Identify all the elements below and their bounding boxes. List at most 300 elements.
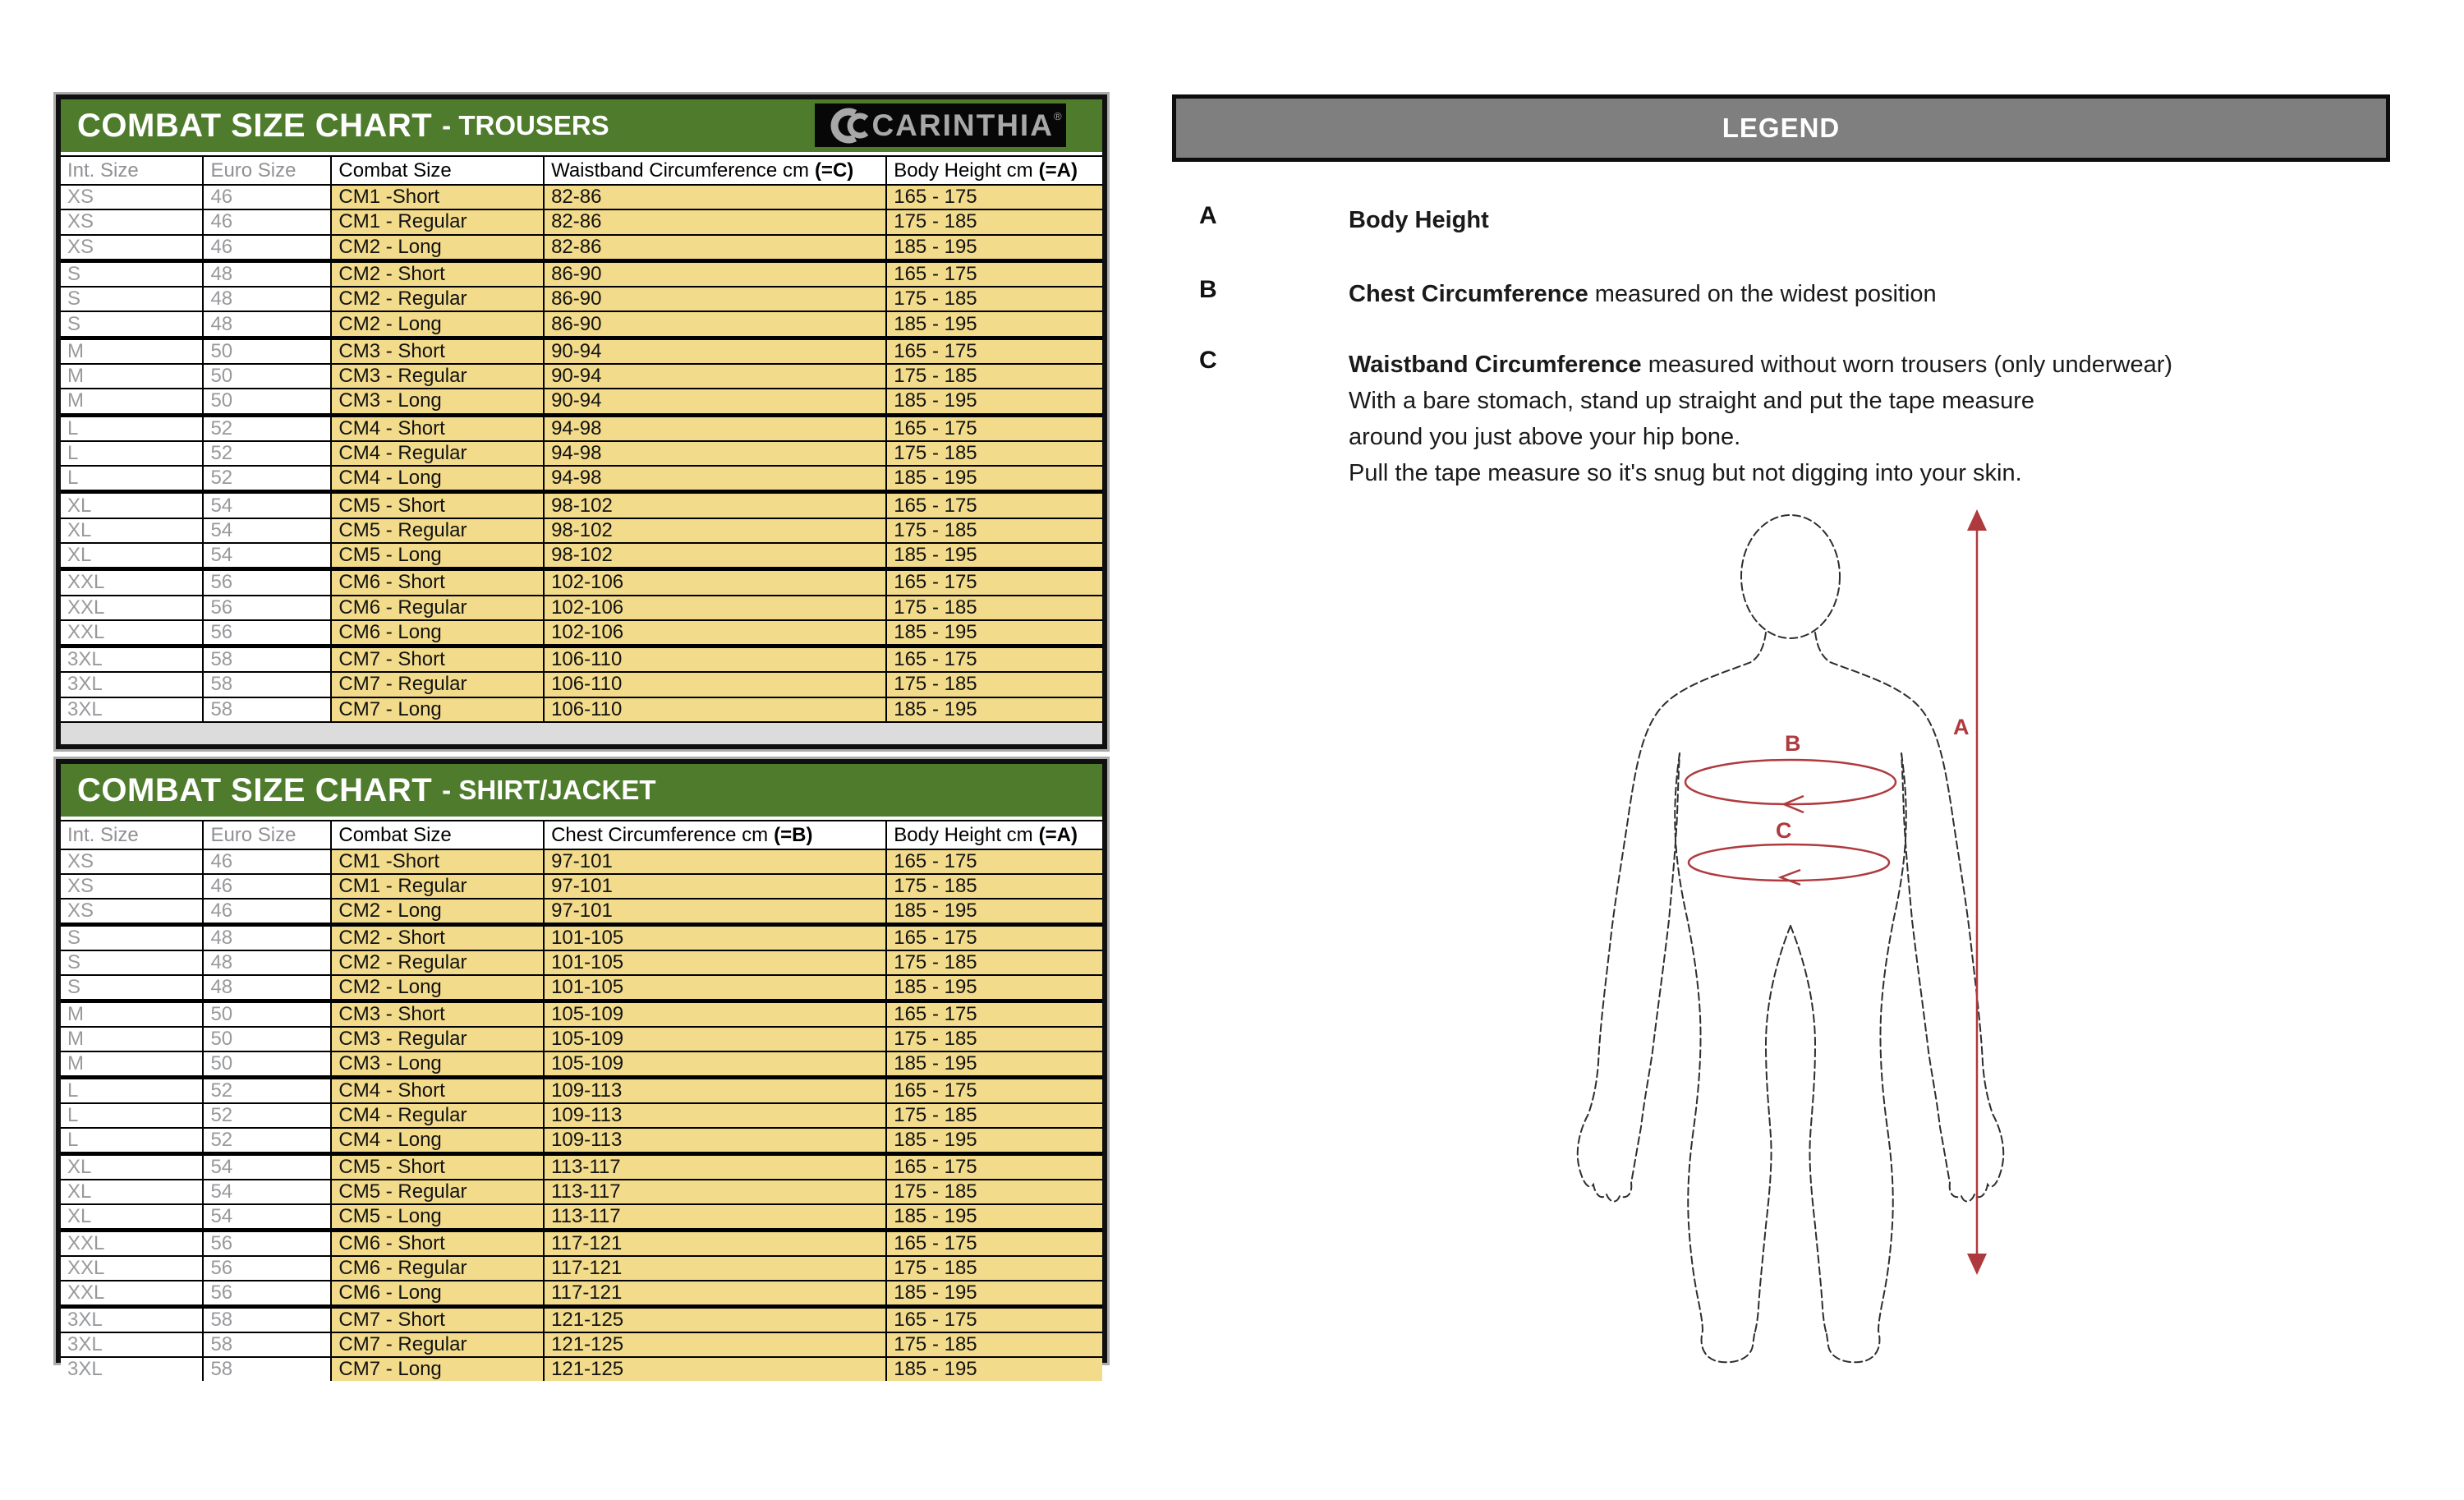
table-row: [61, 1102, 1102, 1127]
legend-term: Body Height: [1349, 207, 1489, 233]
column-header: [61, 157, 202, 184]
registered-mark-icon: ®: [1053, 110, 1062, 122]
table-cell: XS: [61, 900, 202, 923]
table-cell: L: [61, 467, 202, 490]
figure-left-inner-leg: [1754, 926, 1791, 1334]
table-cell: L: [61, 1104, 202, 1127]
table-cell: 94-98: [543, 467, 885, 490]
table-row: [61, 1356, 1102, 1381]
legend-title: LEGEND: [1722, 113, 1841, 143]
table-row: [61, 567, 1102, 594]
table-cell: 175 - 185: [885, 673, 1102, 696]
table-row: [61, 1026, 1102, 1051]
height-arrow-up-icon: [1967, 509, 1987, 531]
table-row: [61, 873, 1102, 898]
table-cell: 48: [202, 951, 330, 974]
legend-line: Pull the tape measure so it's snug but not digging into your skin.: [1349, 460, 2022, 486]
column-header: [543, 821, 885, 849]
table-cell: 54: [202, 1205, 330, 1228]
column-header: [330, 157, 543, 184]
table-cell: 165 - 175: [885, 1232, 1102, 1255]
figure-b-label: B: [1785, 731, 1801, 756]
table-row: [61, 518, 1102, 542]
column-header: [885, 157, 1102, 184]
legend-text-b: [1349, 276, 1937, 312]
table-cell: CM2 - Short: [330, 263, 543, 286]
table-cell: 109-113: [543, 1129, 885, 1152]
table-row: [61, 542, 1102, 567]
table-cell: 117-121: [543, 1257, 885, 1280]
table-cell: 52: [202, 1079, 330, 1102]
table-cell: 105-109: [543, 1052, 885, 1075]
table-cell: 175 - 185: [885, 1180, 1102, 1203]
table-cell: 165 - 175: [885, 571, 1102, 594]
waist-arrow-icon: [1781, 870, 1800, 885]
table-row: [61, 1255, 1102, 1280]
table-row: [61, 974, 1102, 999]
table-cell: 109-113: [543, 1079, 885, 1102]
table-cell: XL: [61, 1180, 202, 1203]
table-cell: 86-90: [543, 312, 885, 335]
table-cell: CM2 - Short: [330, 927, 543, 950]
table-cell: CM5 - Long: [330, 1205, 543, 1228]
table-cell: CM7 - Long: [330, 698, 543, 721]
table-cell: 165 - 175: [885, 494, 1102, 517]
table-row: [61, 671, 1102, 696]
table-cell: 90-94: [543, 365, 885, 388]
table-cell: 165 - 175: [885, 1156, 1102, 1179]
table-cell: S: [61, 951, 202, 974]
table-cell: 185 - 195: [885, 1129, 1102, 1152]
legend-line: [1349, 276, 1937, 312]
table-cell: XL: [61, 544, 202, 567]
table-cell: CM6 - Regular: [330, 596, 543, 619]
table-cell: 52: [202, 1104, 330, 1127]
table-cell: 54: [202, 519, 330, 542]
table-cell: 58: [202, 673, 330, 696]
table-row: [61, 440, 1102, 465]
table-cell: 46: [202, 875, 330, 898]
table-row: [61, 388, 1102, 412]
table-cell: CM5 - Short: [330, 494, 543, 517]
column-header-label: Body Height cm: [894, 823, 1033, 846]
table-cell: CM7 - Regular: [330, 673, 543, 696]
table-cell: CM1 -Short: [330, 850, 543, 873]
table-cell: 46: [202, 186, 330, 209]
table-row: [61, 209, 1102, 233]
trousers-subtitle: - TROUSERS: [442, 110, 609, 140]
table-row: [61, 490, 1102, 517]
table-cell: S: [61, 288, 202, 311]
table-cell: M: [61, 1003, 202, 1026]
table-cell: 185 - 195: [885, 1052, 1102, 1075]
table-row: [61, 184, 1102, 209]
table-cell: 185 - 195: [885, 621, 1102, 644]
table-cell: 102-106: [543, 571, 885, 594]
table-cell: 101-105: [543, 976, 885, 999]
table-cell: XS: [61, 186, 202, 209]
trousers-grid: [61, 155, 1102, 744]
shirt-grid: [61, 820, 1102, 1381]
table-cell: CM5 - Regular: [330, 519, 543, 542]
table-cell: 165 - 175: [885, 417, 1102, 440]
legend-key-b: B: [1199, 276, 1217, 303]
table-row: [61, 619, 1102, 644]
column-header-suffix: (=B): [774, 823, 813, 846]
table-row: [61, 999, 1102, 1026]
carinthia-logo-text: CARINTHIA: [871, 108, 1054, 142]
legend-key-c: C: [1199, 347, 1217, 374]
table-cell: M: [61, 389, 202, 412]
table-cell: 82-86: [543, 236, 885, 259]
table-cell: 46: [202, 210, 330, 233]
table-cell: CM1 - Regular: [330, 210, 543, 233]
table-cell: 102-106: [543, 621, 885, 644]
column-header-label: Chest Circumference cm: [551, 823, 769, 846]
table-cell: 185 - 195: [885, 544, 1102, 567]
table-row: [61, 1228, 1102, 1255]
table-cell: 185 - 195: [885, 467, 1102, 490]
table-row: [61, 1203, 1102, 1228]
size-table-shirt-jacket: [56, 759, 1107, 1380]
table-cell: 98-102: [543, 494, 885, 517]
table-cell: 52: [202, 417, 330, 440]
table-cell: 54: [202, 1180, 330, 1203]
table-cell: 175 - 185: [885, 1104, 1102, 1127]
table-cell: 175 - 185: [885, 1028, 1102, 1051]
trousers-header-bar: [61, 99, 1102, 152]
table-cell: 3XL: [61, 698, 202, 721]
table-cell: 48: [202, 927, 330, 950]
carinthia-logo: [815, 104, 1066, 147]
table-cell: CM2 - Regular: [330, 951, 543, 974]
table-cell: CM3 - Short: [330, 1003, 543, 1026]
column-header: [543, 157, 885, 184]
legend-line: [1349, 202, 1489, 238]
table-cell: S: [61, 263, 202, 286]
table-cell: 106-110: [543, 648, 885, 671]
table-cell: 46: [202, 900, 330, 923]
table-cell: 58: [202, 698, 330, 721]
table-cell: 102-106: [543, 596, 885, 619]
table-cell: XS: [61, 850, 202, 873]
table-cell: 101-105: [543, 951, 885, 974]
table-cell: CM1 -Short: [330, 186, 543, 209]
table-cell: S: [61, 976, 202, 999]
carinthia-double-c-icon: [819, 108, 871, 144]
table-cell: 101-105: [543, 927, 885, 950]
table-cell: XS: [61, 875, 202, 898]
table-cell: CM3 - Long: [330, 389, 543, 412]
table-row: [61, 259, 1102, 286]
table-cell: L: [61, 442, 202, 465]
table-cell: 52: [202, 442, 330, 465]
table-cell: 165 - 175: [885, 648, 1102, 671]
table-cell: 113-117: [543, 1205, 885, 1228]
shirt-subtitle: - SHIRT/JACKET: [442, 775, 656, 805]
table-cell: 52: [202, 467, 330, 490]
table-cell: XS: [61, 210, 202, 233]
table-cell: CM6 - Short: [330, 1232, 543, 1255]
table-cell: CM7 - Short: [330, 648, 543, 671]
figure-right-inner-leg: [1791, 926, 1827, 1334]
table-cell: 90-94: [543, 389, 885, 412]
table-cell: S: [61, 927, 202, 950]
table-cell: CM2 - Regular: [330, 288, 543, 311]
column-header-label: Euro Size: [210, 159, 297, 182]
table-cell: XXL: [61, 596, 202, 619]
table-row: [61, 849, 1102, 873]
figure-left-torso-leg: [1675, 753, 1754, 1362]
legend-line: [1349, 347, 2172, 383]
table-cell: 50: [202, 1003, 330, 1026]
table-cell: 58: [202, 1309, 330, 1332]
table-cell: 121-125: [543, 1309, 885, 1332]
table-cell: CM2 - Long: [330, 312, 543, 335]
table-cell: 185 - 195: [885, 900, 1102, 923]
table-cell: 86-90: [543, 288, 885, 311]
column-header-suffix: (=A): [1038, 823, 1078, 846]
table-cell: 48: [202, 312, 330, 335]
table-cell: 105-109: [543, 1028, 885, 1051]
shirt-title: COMBAT SIZE CHART: [77, 771, 433, 808]
table-cell: 94-98: [543, 417, 885, 440]
table-cell: CM2 - Long: [330, 236, 543, 259]
table-cell: 50: [202, 1028, 330, 1051]
table-cell: 90-94: [543, 340, 885, 363]
table-cell: 109-113: [543, 1104, 885, 1127]
table-cell: XXL: [61, 621, 202, 644]
table-row: [61, 595, 1102, 619]
table-cell: CM5 - Long: [330, 544, 543, 567]
table-cell: XL: [61, 1205, 202, 1228]
table-cell: 175 - 185: [885, 210, 1102, 233]
legend-line: around you just above your hip bone.: [1349, 424, 1741, 450]
table-cell: 3XL: [61, 1333, 202, 1356]
legend-description: measured on the widest position: [1588, 281, 1937, 307]
table-cell: CM4 - Short: [330, 1079, 543, 1102]
table-cell: XS: [61, 236, 202, 259]
table-cell: 175 - 185: [885, 288, 1102, 311]
table-row: [61, 1075, 1102, 1102]
table-cell: 105-109: [543, 1003, 885, 1026]
table-cell: M: [61, 340, 202, 363]
table-cell: CM2 - Long: [330, 976, 543, 999]
table-cell: 86-90: [543, 263, 885, 286]
table-row: [61, 234, 1102, 259]
table-cell: 106-110: [543, 698, 885, 721]
table-row: [61, 413, 1102, 440]
table-cell: 82-86: [543, 210, 885, 233]
table-cell: M: [61, 1028, 202, 1051]
table-cell: 106-110: [543, 673, 885, 696]
table-cell: 175 - 185: [885, 1257, 1102, 1280]
table-cell: L: [61, 1079, 202, 1102]
table-row: [61, 1127, 1102, 1152]
table-cell: CM6 - Long: [330, 1281, 543, 1304]
table-row: [61, 644, 1102, 671]
table-row: [61, 697, 1102, 721]
legend-term: Chest Circumference: [1349, 281, 1588, 307]
table-cell: 165 - 175: [885, 263, 1102, 286]
table-cell: 165 - 175: [885, 927, 1102, 950]
table-cell: CM3 - Regular: [330, 365, 543, 388]
table-cell: 46: [202, 236, 330, 259]
table-cell: CM4 - Regular: [330, 442, 543, 465]
table-cell: 113-117: [543, 1156, 885, 1179]
table-cell: CM7 - Long: [330, 1358, 543, 1381]
table-cell: L: [61, 1129, 202, 1152]
figure-left-arm: [1578, 633, 1766, 1202]
table-cell: XL: [61, 1156, 202, 1179]
table-row: [61, 1152, 1102, 1179]
table-cell: 121-125: [543, 1358, 885, 1381]
table-cell: 3XL: [61, 1358, 202, 1381]
table-cell: 121-125: [543, 1333, 885, 1356]
figure-a-label: A: [1953, 715, 1970, 739]
column-header-row: [61, 155, 1102, 184]
table-cell: 50: [202, 340, 330, 363]
table-cell: 98-102: [543, 519, 885, 542]
table-row: [61, 1332, 1102, 1356]
table-row: [61, 1280, 1102, 1304]
table-cell: 56: [202, 596, 330, 619]
table-cell: M: [61, 1052, 202, 1075]
column-header: [202, 157, 330, 184]
table-cell: XL: [61, 494, 202, 517]
legend-key-a: A: [1199, 202, 1217, 229]
table-cell: 175 - 185: [885, 442, 1102, 465]
table-cell: 56: [202, 571, 330, 594]
column-header: [202, 821, 330, 849]
table-cell: CM5 - Regular: [330, 1180, 543, 1203]
table-cell: 165 - 175: [885, 186, 1102, 209]
table-cell: 82-86: [543, 186, 885, 209]
table-cell: 185 - 195: [885, 1205, 1102, 1228]
table-cell: 117-121: [543, 1281, 885, 1304]
column-header: [885, 821, 1102, 849]
table-cell: 185 - 195: [885, 389, 1102, 412]
table-cell: 56: [202, 621, 330, 644]
table-cell: 185 - 195: [885, 1281, 1102, 1304]
table-cell: 185 - 195: [885, 312, 1102, 335]
table-cell: XXL: [61, 1232, 202, 1255]
legend-line: With a bare stomach, stand up straight and put the tape measure: [1349, 388, 2035, 414]
legend-text-a: [1349, 202, 1489, 238]
table-cell: 94-98: [543, 442, 885, 465]
table-cell: CM5 - Short: [330, 1156, 543, 1179]
table-cell: L: [61, 417, 202, 440]
table-cell: 58: [202, 1333, 330, 1356]
column-header: [330, 821, 543, 849]
column-header-row: [61, 820, 1102, 849]
table-cell: 185 - 195: [885, 698, 1102, 721]
table-cell: CM6 - Long: [330, 621, 543, 644]
figure-right-torso-leg: [1827, 753, 1906, 1362]
size-table-trousers: [56, 94, 1107, 749]
table-cell: 58: [202, 1358, 330, 1381]
table-cell: 3XL: [61, 1309, 202, 1332]
table-row: [61, 311, 1102, 335]
body-measurement-figure: [1561, 503, 2020, 1398]
table-cell: 48: [202, 263, 330, 286]
table-cell: CM4 - Long: [330, 467, 543, 490]
table-cell: CM3 - Short: [330, 340, 543, 363]
table-cell: 97-101: [543, 850, 885, 873]
table-cell: 175 - 185: [885, 596, 1102, 619]
table-cell: 56: [202, 1281, 330, 1304]
legend-text-c: [1349, 347, 2172, 491]
table-cell: 97-101: [543, 875, 885, 898]
table-cell: 97-101: [543, 900, 885, 923]
table-cell: CM3 - Long: [330, 1052, 543, 1075]
table-cell: M: [61, 365, 202, 388]
table-row: [61, 898, 1102, 923]
legend-header-bar: [1172, 94, 2390, 162]
table-cell: 50: [202, 365, 330, 388]
height-arrow-down-icon: [1967, 1254, 1987, 1275]
table-cell: 50: [202, 1052, 330, 1075]
table-cell: XXL: [61, 1257, 202, 1280]
table-cell: CM4 - Regular: [330, 1104, 543, 1127]
table-footer-strip: [61, 721, 1102, 744]
table-cell: 113-117: [543, 1180, 885, 1203]
column-header-label: Combat Size: [338, 159, 452, 182]
table-cell: 48: [202, 976, 330, 999]
table-row: [61, 465, 1102, 490]
table-cell: 54: [202, 494, 330, 517]
table-row: [61, 923, 1102, 950]
column-header-label: Combat Size: [338, 823, 452, 846]
table-cell: 52: [202, 1129, 330, 1152]
trousers-title: COMBAT SIZE CHART: [77, 107, 433, 144]
table-row: [61, 1051, 1102, 1075]
table-cell: XXL: [61, 571, 202, 594]
column-header-suffix: (=C): [814, 159, 854, 182]
table-cell: 98-102: [543, 544, 885, 567]
table-cell: 56: [202, 1257, 330, 1280]
table-cell: 185 - 195: [885, 236, 1102, 259]
table-cell: 185 - 195: [885, 1358, 1102, 1381]
shirt-header-bar: [61, 764, 1102, 817]
table-cell: 165 - 175: [885, 1079, 1102, 1102]
table-cell: 165 - 175: [885, 340, 1102, 363]
table-row: [61, 336, 1102, 363]
table-cell: 175 - 185: [885, 1333, 1102, 1356]
table-cell: 48: [202, 288, 330, 311]
figure-right-arm: [1815, 633, 2003, 1202]
table-cell: 3XL: [61, 673, 202, 696]
table-row: [61, 286, 1102, 311]
column-header-label: Int. Size: [67, 159, 139, 182]
table-cell: 175 - 185: [885, 519, 1102, 542]
table-cell: 50: [202, 389, 330, 412]
table-cell: 175 - 185: [885, 365, 1102, 388]
table-row: [61, 363, 1102, 388]
table-cell: 54: [202, 544, 330, 567]
table-cell: XXL: [61, 1281, 202, 1304]
table-cell: CM7 - Short: [330, 1309, 543, 1332]
legend-description: measured without worn trousers (only underwear): [1641, 352, 2173, 378]
column-header-label: Int. Size: [67, 823, 139, 846]
table-cell: CM6 - Regular: [330, 1257, 543, 1280]
table-cell: CM2 - Long: [330, 900, 543, 923]
table-cell: CM7 - Regular: [330, 1333, 543, 1356]
table-row: [61, 1304, 1102, 1332]
table-cell: 185 - 195: [885, 976, 1102, 999]
column-header-suffix: (=A): [1038, 159, 1078, 182]
table-cell: 46: [202, 850, 330, 873]
